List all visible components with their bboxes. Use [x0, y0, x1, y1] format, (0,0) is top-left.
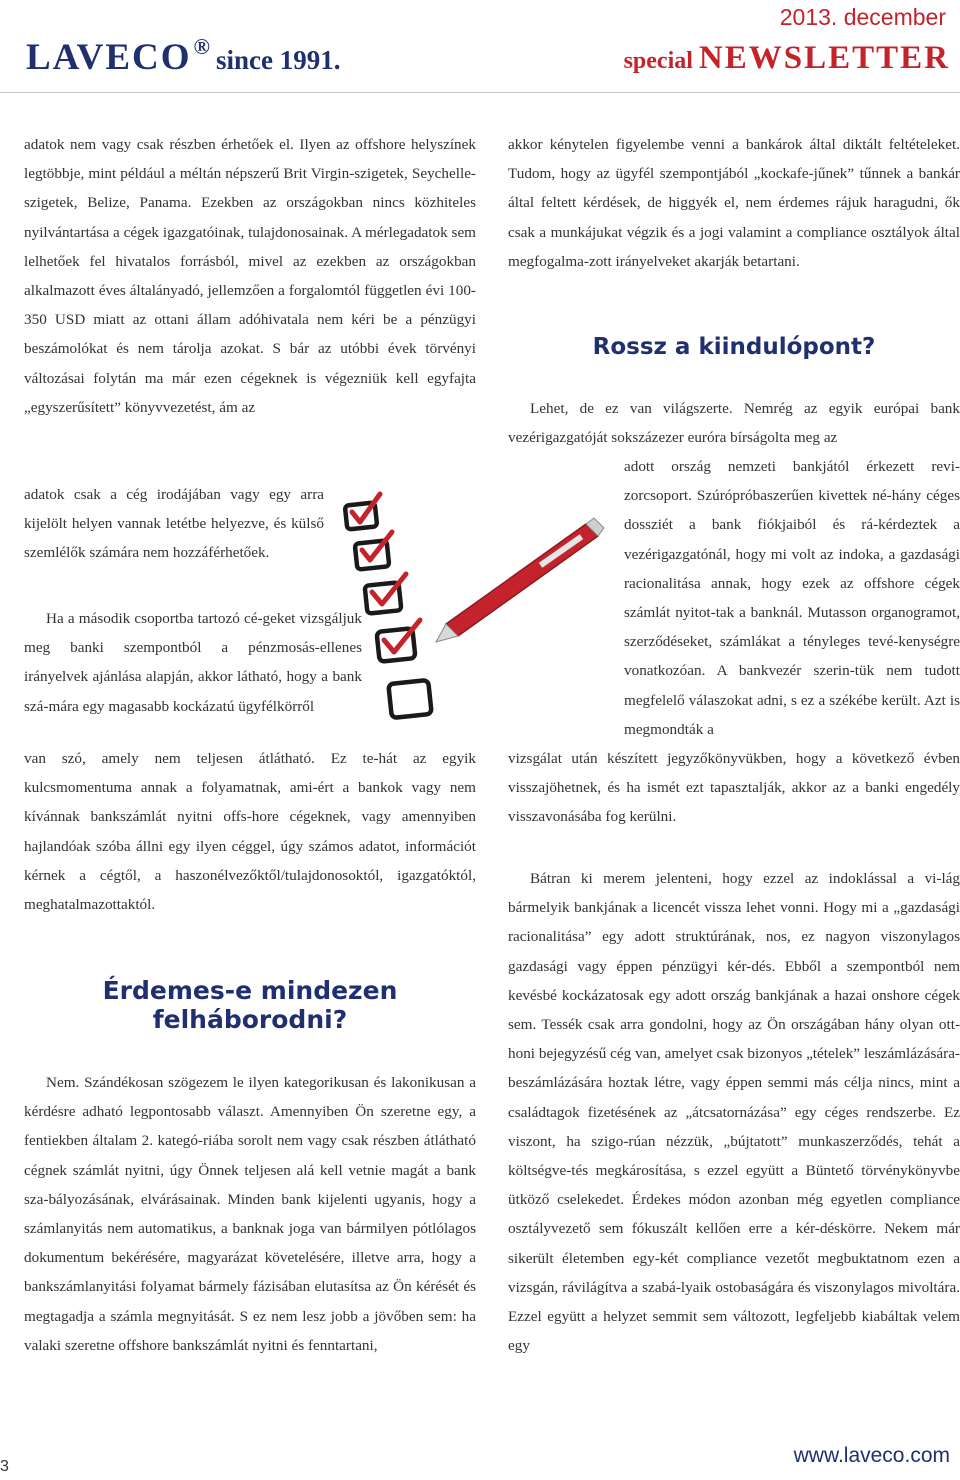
right-paragraph-2-wrap: adott ország nemzeti bankjától érkezett revi-zorcsoport. Szúrópróbaszerűen kivettek né-hány céges dossziét a bank fiókjaiból és rá-kérdeztek a vezérigazgatónál, hogy mi volt az indoka, a gazdasági racionalitása annak, hogy ezek az offshore cégek számlát nyitot-tak a banknál. Mutasson organogramot, szerződéseket, számlákat a tényleges tevé-kenységre vonatkozóan. A bankvezér szerin-tük nem tudott megfelelő válaszokat adni, s ez a székébe került. Azt is megmondták a	[624, 458, 960, 738]
right-paragraph-1: akkor kénytelen figyelembe venni a bankárok által diktált feltételeket. Tudom, hogy az ügyfél szempontjából „kockafe-jűnek” tűnnek a bankár által feltett kérdések, de higgyék el, nem érdemes rájuk haragudni, ők csak a munkájukat végzik és a jogi valamint a compliance osztályok által megfogalma-zott irányelveket akarják betartani.	[508, 136, 960, 270]
left-paragraph-1: adatok nem vagy csak részben érhetőek el. Ilyen az offshore helyszínek legtöbbje, mint például a méltán népszerű Brit Virgin-szigetek, Seychelle-szigetek, Belize, Panama. Ezekben az országokban nincs közhiteles nyilvántartása a cégek igazgatóinak, tulajdonosainak. A mérlegadatok sem lelhetőek fel hivatalos forrásból, mivel az ezekben az országokban alkalmazott éves általányadó, jellemzően a forgalomtól független évi 100-350 USD miatt az ottani állam adóhivatala nem kéri be a pénzügyi beszámolókat és nem tárolja azokat. S bár az utóbbi évek törvényi változásai folytán ma már ezen cégeknek is végezniük kell egyfajta „egyszerűsített” könyvvezetést, ám az	[24, 136, 476, 416]
newsletter-word: NEWSLETTER	[698, 40, 950, 76]
checklist-with-red-pen-icon	[336, 484, 606, 744]
newsletter-special: special	[623, 48, 693, 74]
newsletter-title	[624, 40, 950, 77]
registered-mark: ®	[193, 34, 210, 59]
brand-since: since 1991.	[215, 45, 341, 75]
left-paragraph-1-wrap: adatok csak a cég irodájában vagy egy arra kijelölt helyen vannak letétbe helyezve, és külső szemlélők számára nem hozzáférhetőek.	[24, 486, 324, 562]
footer-website-link[interactable]: www.laveco.com	[793, 1444, 950, 1467]
red-pen-icon	[436, 518, 604, 642]
right-section-heading: Rossz a kiindulópont?	[592, 334, 876, 360]
right-paragraph-2-top: Lehet, de ez van világszerte. Nemrég az egyik európai bank vezérigazgatóját sokszázezer euróra bírságolta meg az	[508, 400, 960, 447]
left-section-heading: Érdemes-e mindezen felháborodni?	[102, 976, 398, 1034]
header-divider	[0, 92, 960, 93]
brand-name: LAVECO	[26, 37, 192, 78]
right-paragraph-2-rest: vizsgálat után készített jegyzőkönyvükben, hogy a következő évben visszajöhetnek, és ha ismét ezt tapasztalják, akkor az a banki engedély visszavonásába fog kerülni.	[508, 750, 960, 826]
newsletter-brand	[26, 36, 340, 79]
issue-date: 2013. december	[779, 4, 946, 30]
page-number: 3	[0, 1458, 9, 1475]
left-paragraph-2-wrap: Ha a második csoportba tartozó cé-geket vizsgáljuk meg banki szempontból a pénzmosás-ellenes irányelvek ajánlása alapján, akkor látható, hogy a bank szá-mára egy magasabb kockázatú ügyfélkörről	[24, 610, 362, 715]
left-paragraph-3: Nem. Szándékosan szögezem le ilyen kategorikusan és lakonikusan a kérdésre adható legpontosabb választ. Amennyiben Ön szeretne egy, a fentiekben általam 2. kategó-riába sorolt nem vagy csak részben átlátható cégnek számlát nyitni, úgy Önnek teljesen alá kell vetnie magát a bank sza-bályozásának, elvárásainak. Minden bank kijelenti ugyanis, hogy a számlanyitás nem automatikus, a banknak joga van bármilyen pótlólagos dokumentum bekérésére, magyarázat követelésére, illetve arra, hogy a bankszámlanyitási folyamat bármely fázisában elutasítsa az Ön kérését és megtagadja a számla megnyitását. S ez nem lesz jobb a jövőben sem: ha valaki szeretne offshore bankszámlát nyitni és fenntartani,	[24, 1074, 476, 1354]
left-paragraph-2-rest: van szó, amely nem teljesen átlátható. Ez te-hát az egyik kulcsmomentuma annak a folyamatnak, ami-ért a bankok vagy nem kívánnak bankszámlát nyitni offs-hore cégeknek, vagy amennyiben hajlandóak szóba állni egy ilyen céggel, úgy számos adatot, információt kérnek a cégtől, a haszonélvezőktől/tulajdonosoktól, igazgatóktól, meghatalmazottaktól.	[24, 750, 476, 914]
right-paragraph-3: Bátran ki merem jelenteni, hogy ezzel az indoklással a vi-lág bármelyik bankjának a licencét vissza lehet vonni. Hogy mi a „gazdasági racionalitása” egy adott struktúrának, nos, ez nagyon viszonylagos gazdasági vagy éppen pénzügyi kér-dés. Ebből a szempontból nem kevésbé kockázatosak egy adott ország bankjának a hazai onshore cégek sem. Tessék csak arra gondolni, hogy az Ön országában hány olyan ott-honi bejegyzésű cég van, amelyet csak bizonyos „tételek” leszámlázására-beszámlázására hoztak létre, vagy éppen semmi más célja nincs, mint a családtagok fizetésének az „átcsatornázása” egy céges rendszerbe. Ez viszont, ha szigo-rúan nézzük, „bújtatott” munkaszerződés, tehát a költségve-tés megkárosítása, s ezzel együtt a Büntető törvénykönyvbe ütköző cselekedet. Érdekes módon azonban még egyetlen compliance osztályvezető sem fókuszált kellően erre a kér-déskörre. Nekem már sikerült életemben egy-két compliance vezetőt megbuktatnom ezen a vizsgán, rávilágítva a szabá-lyaik ostobaságára és viszonylagos mivoltára. Ezzel együtt a helyzet semmit sem változott, legfeljebb kiabáltak velem egy	[508, 870, 960, 1355]
